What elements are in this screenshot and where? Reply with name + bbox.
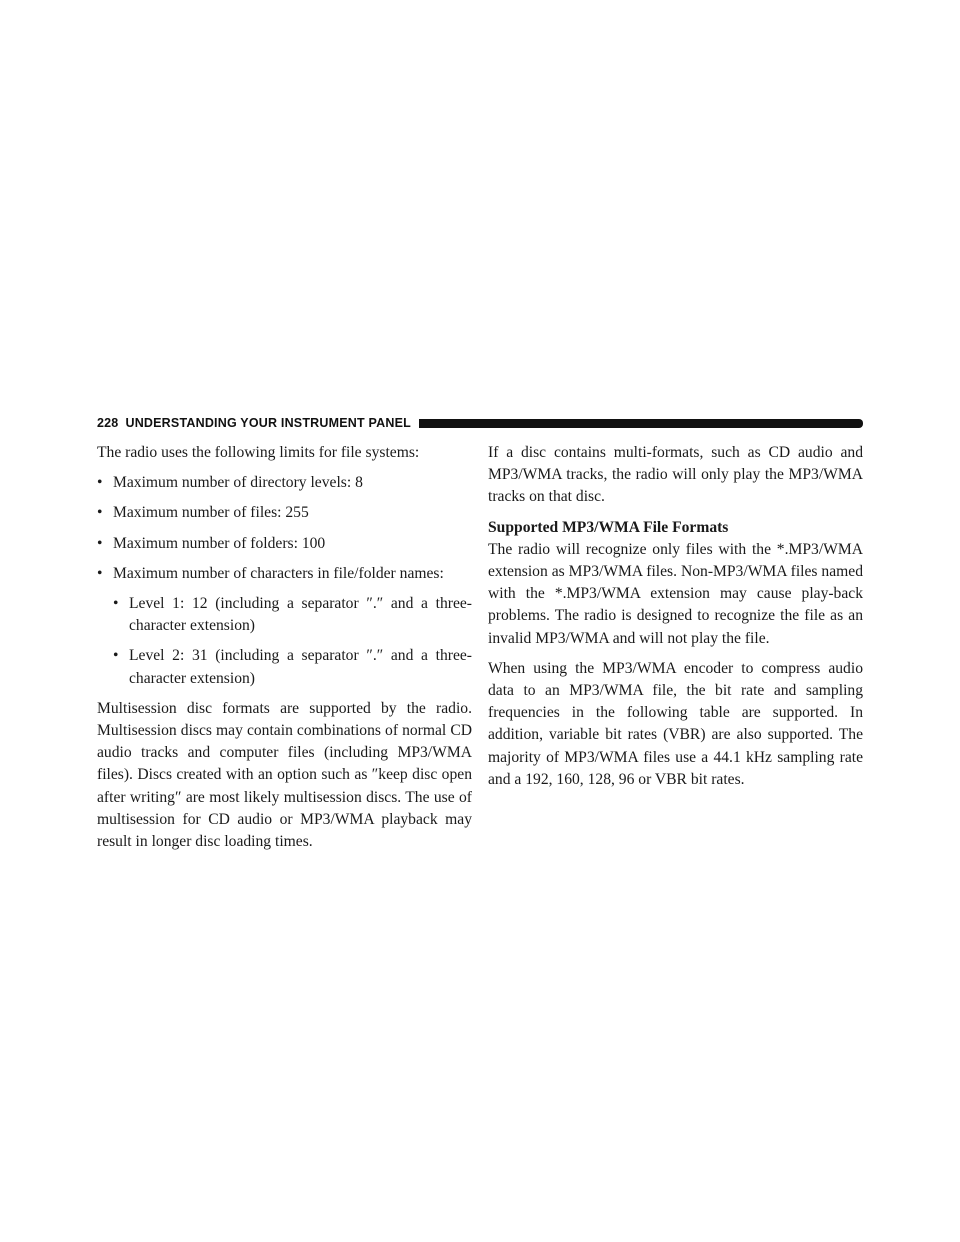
page-number: 228 (97, 416, 119, 430)
list-item: • Maximum number of directory levels: 8 (97, 472, 472, 494)
encoder-paragraph: When using the MP3/WMA encoder to compress audio data to an MP3/WMA file, the bit rate and sampling frequencies in the following table are supported. In addition, variable bit rates (VBR) are also supported. The majority of MP3/WMA files use a 44.1 kHz sampling rate and a 192, 160, 128, 96 or VBR bit rates. (488, 659, 863, 788)
list-item: • Level 1: 12 (including a separator ″.″ and a three-character extension) (113, 593, 472, 637)
list-item: • Maximum number of characters in file/folder names: (97, 563, 472, 585)
file-system-limits-list (97, 472, 472, 585)
filename-length-list (113, 593, 472, 690)
section-title: UNDERSTANDING YOUR INSTRUMENT PANEL (125, 416, 411, 430)
file-system-limits-intro: The radio uses the following limits for file systems: (97, 444, 420, 461)
multiformat-paragraph: If a disc contains multi-formats, such as CD audio and MP3/WMA tracks, the radio will only play the MP3/WMA tracks on that disc. (488, 444, 863, 506)
left-column (97, 442, 472, 861)
list-item: • Maximum number of folders: 100 (97, 533, 472, 555)
header-rule (419, 419, 863, 428)
supported-formats-paragraph: The radio will recognize only files with the *.MP3/WMA extension as MP3/WMA files. Non-MP3/WMA files named with the *.MP3/WMA extension may cause play-back problems. The radio is designed to recognize the file as an invalid MP3/WMA and will not play the file. (488, 540, 863, 647)
page-header (97, 413, 863, 433)
multisession-paragraph: Multisession disc formats are supported by the radio. Multisession discs may contain combinations of normal CD audio tracks and computer files (including MP3/WMA files). Discs created with an option such as ″keep disc open after writing″ are most likely multisession discs. The use of multisession for CD audio or MP3/WMA playback may result in longer disc loading times. (97, 699, 472, 851)
list-item: • Level 2: 31 (including a separator ″.″ and a three-character extension) (113, 645, 472, 689)
supported-formats-heading: Supported MP3/WMA File Formats (488, 518, 729, 536)
list-item: • Maximum number of files: 255 (97, 502, 472, 524)
right-column (488, 442, 863, 799)
